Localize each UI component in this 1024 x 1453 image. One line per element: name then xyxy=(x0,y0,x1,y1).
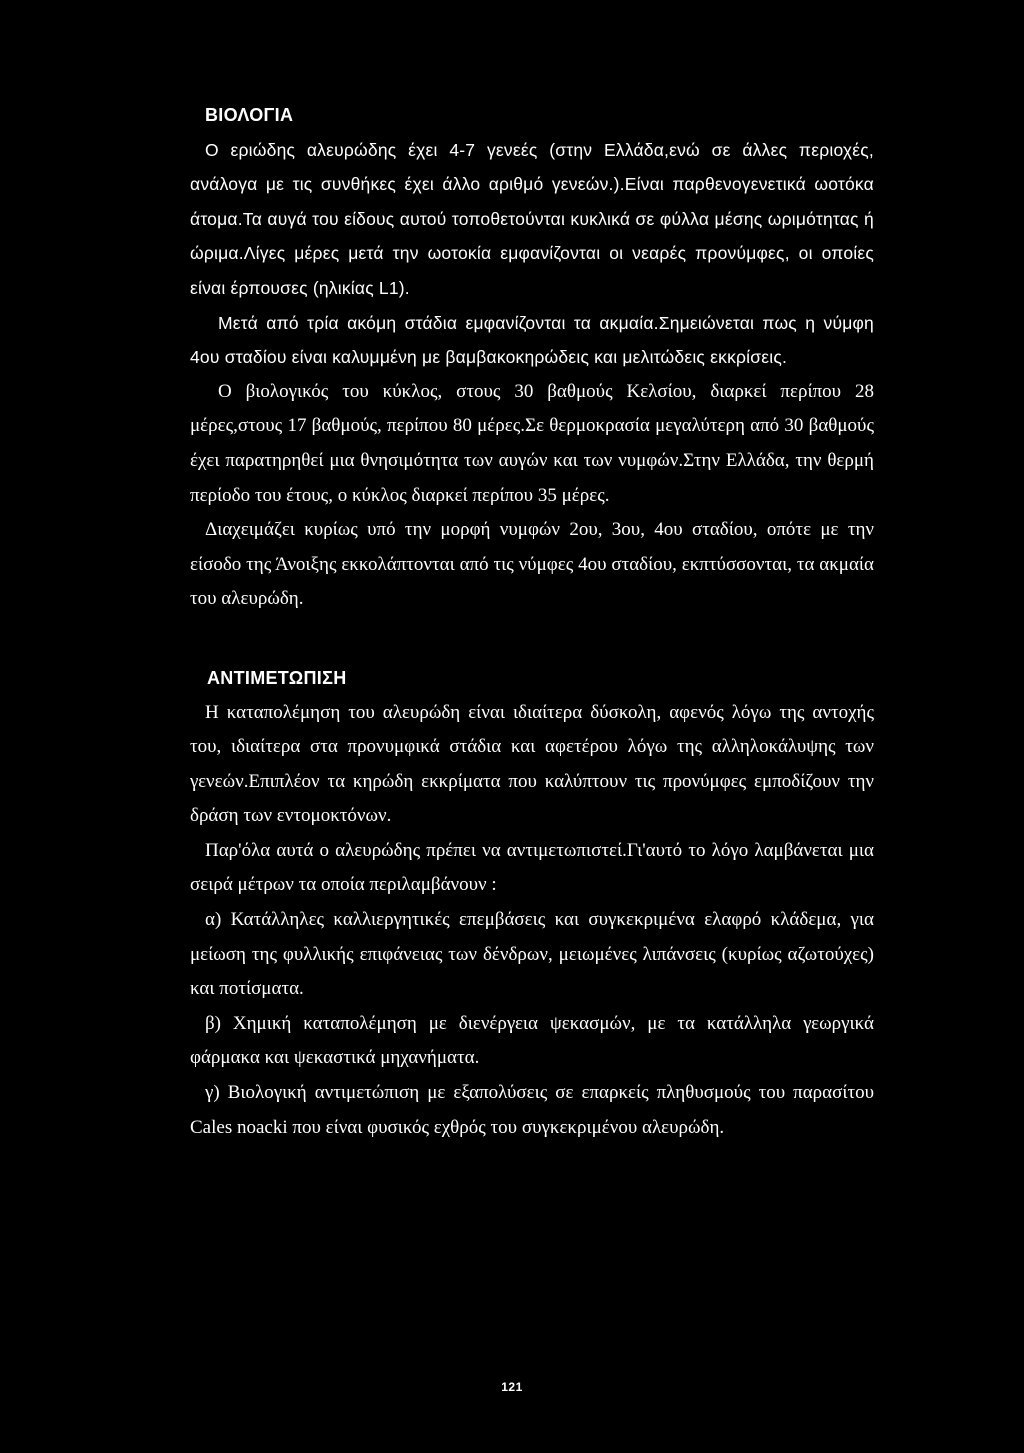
paragraph-biology-1: Ο εριώδης αλευρώδης έχει 4-7 γενεές (στην Ελλάδα,ενώ σε άλλες περιοχές, ανάλογα με τις συνθήκες έχει άλλο αριθμό γενεών.).Είναι παρθενογενετικά ωοτόκα άτομα.Τα αυγά του είδους αυτού τοποθετούνται κυκλικά σε φύλλα μέσης ωριμότητας ή ώριμα.Λίγες μέρες μετά την ωοτοκία εμφανίζονται οι νεαρές προνύμφες, οι οποίες είναι έρπουσες (ηλικίας L1). xyxy=(190,139,874,298)
page-number: 121 xyxy=(501,1380,523,1394)
section-heading-biology: ΒΙΟΛΟΓΙΑ xyxy=(205,105,294,125)
paragraph-control-2: Παρ'όλα αυτά ο αλευρώδης πρέπει να αντιμετωπιστεί.Γι'αυτό το λόγο λαμβάνεται μια σειρά μέτρων τα οποία περιλαμβάνουν : xyxy=(190,839,874,896)
paragraph-biology-3: Ο βιολογικός του κύκλος, στους 30 βαθμούς Κελσίου, διαρκεί περίπου 28 μέρες,στους 17 βαθμούς, περίπου 80 μέρες.Σε θερμοκρασία μεγαλύτερη από 30 βαθμούς έχει παρατηρηθεί μια θνησιμότητα των αυγών και των νυμφών.Στην Ελλάδα, την θερμή περίοδο του έτους, ο κύκλος διαρκεί περίπου 35 μέρες. xyxy=(190,380,874,506)
paragraph-biology-2: Μετά από τρία ακόμη στάδια εμφανίζονται τα ακμαία.Σημειώνεται πως η νύμφη 4ου σταδίου είναι καλυμμένη με βαμβακοκηρώδεις και μελιτώδεις εκκρίσεις. xyxy=(190,312,874,368)
paragraph-control-3: α) Κατάλληλες καλλιεργητικές επεμβάσεις και συγκεκριμένα ελαφρό κλάδεμα, για μείωση της φυλλικής επιφάνειας των δένδρων, μειωμένες λιπάνσεις (κυρίως αζωτούχες) και ποτίσματα. xyxy=(190,909,874,1000)
section-heading-control: ΑΝΤΙΜΕΤΩΠΙΣΗ xyxy=(207,667,347,688)
paragraph-control-5: γ) Βιολογική αντιμετώπιση με εξαπολύσεις σε επαρκείς πληθυσμούς του παρασίτου Cales noacki που είναι φυσικός εχθρός του συγκεκριμένου αλευρώδη. xyxy=(190,1082,874,1138)
paragraph-biology-4: Διαχειμάζει κυρίως υπό την μορφή νυμφών 2ου, 3ου, 4ου σταδίου, οπότε με την είσοδο της Άνοιξης εκκολάπτονται από τις νύμφες 4ου σταδίου, εκπτύσσονται, τα ακμαία του αλευρώδη. xyxy=(190,519,874,610)
paragraph-control-4: β) Χημική καταπολέμηση με διενέργεια ψεκασμών, με τα κατάλληλα γεωργικά φάρμακα και ψεκαστικά μηχανήματα. xyxy=(190,1012,874,1069)
document-body xyxy=(190,98,874,1145)
paragraph-control-1: Η καταπολέμηση του αλευρώδη είναι ιδιαίτερα δύσκολη, αφενός λόγω της αντοχής του, ιδιαίτερα στα προνυμφικά στάδια και αφετέρου λόγω της αλληλοκάλυψης των γενεών.Επιπλέον τα κηρώδη εκκρίματα που καλύπτουν τις προνύμφες εμποδίζουν την δράση των εντομοκτόνων. xyxy=(190,701,874,827)
